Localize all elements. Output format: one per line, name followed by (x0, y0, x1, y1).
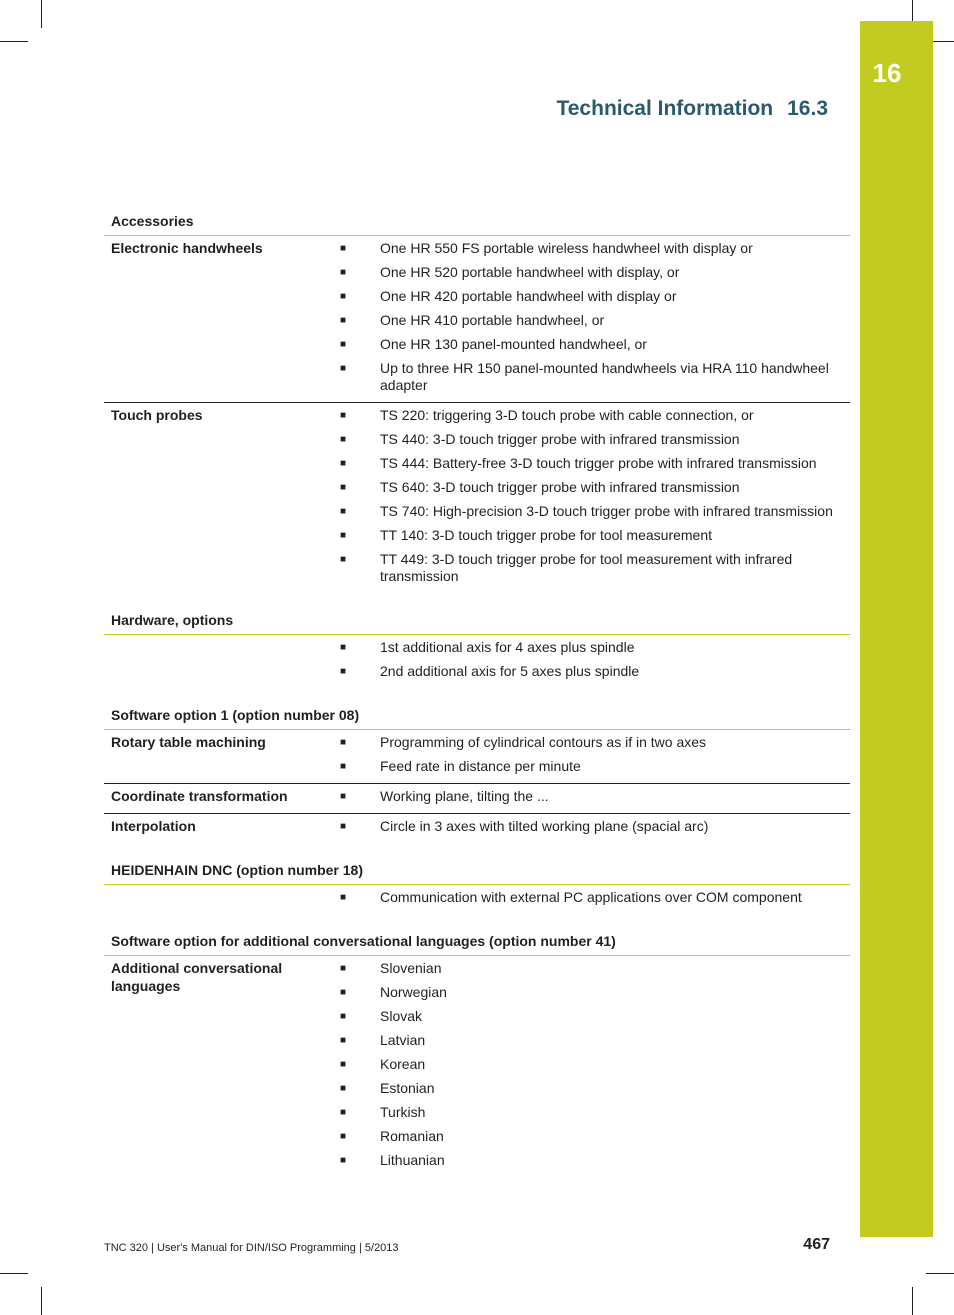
square-bullet-icon: ■ (340, 1107, 347, 1118)
item-list (335, 730, 850, 783)
item-text: Slovenian (380, 960, 442, 976)
list-item (335, 1030, 850, 1054)
square-bullet-icon: ■ (340, 267, 347, 278)
square-bullet-icon: ■ (340, 363, 347, 374)
list-item (335, 429, 850, 453)
square-bullet-icon: ■ (340, 666, 347, 677)
item-list (335, 814, 850, 843)
spec-row (104, 956, 850, 1177)
list-item (335, 816, 850, 840)
item-list (335, 635, 850, 688)
square-bullet-icon: ■ (340, 291, 347, 302)
crop-mark (912, 1287, 913, 1315)
item-text: Lithuanian (380, 1152, 445, 1168)
crop-mark (41, 0, 42, 28)
item-text: Korean (380, 1056, 426, 1072)
list-item (335, 786, 850, 810)
item-list (335, 885, 850, 914)
list-item (335, 637, 850, 661)
spec-group (104, 609, 850, 688)
item-text: TS 640: 3-D touch trigger probe with infrared transmission (380, 479, 740, 495)
item-text: Working plane, tilting the ... (380, 788, 549, 804)
list-item (335, 549, 850, 590)
square-bullet-icon: ■ (340, 506, 347, 517)
row-label (104, 885, 335, 914)
spec-row (104, 730, 850, 783)
item-text: TS 220: triggering 3-D touch probe with cable connection, or (380, 407, 754, 423)
page-number: 467 (803, 1236, 830, 1253)
spec-group (104, 704, 850, 843)
item-text: Latvian (380, 1032, 426, 1048)
square-bullet-icon: ■ (340, 1035, 347, 1046)
square-bullet-icon: ■ (340, 1011, 347, 1022)
row-label: Touch probes (111, 407, 203, 423)
square-bullet-icon: ■ (340, 821, 347, 832)
list-item (335, 732, 850, 756)
square-bullet-icon: ■ (340, 1059, 347, 1070)
spec-row (104, 885, 850, 914)
item-text: Communication with external PC applications over COM component (380, 889, 802, 905)
square-bullet-icon: ■ (340, 737, 347, 748)
square-bullet-icon: ■ (340, 987, 347, 998)
header-section: 16.3 (787, 97, 828, 120)
list-item (335, 310, 850, 334)
row-label (104, 635, 335, 688)
item-text: TS 444: Battery-free 3-D touch trigger probe with infrared transmission (380, 455, 817, 471)
list-item (335, 453, 850, 477)
list-item (335, 1126, 850, 1150)
crop-mark (0, 41, 28, 42)
item-text: Turkish (380, 1104, 426, 1120)
item-text: Up to three HR 150 panel-mounted handwheels via HRA 110 handwheel adapter (380, 360, 829, 393)
list-item (335, 238, 850, 262)
square-bullet-icon: ■ (340, 315, 347, 326)
list-item (335, 661, 850, 685)
list-item (335, 405, 850, 429)
spec-row (104, 783, 850, 813)
item-text: TS 740: High-precision 3-D touch trigger probe with infrared transmission (380, 503, 833, 519)
list-item (335, 982, 850, 1006)
square-bullet-icon: ■ (340, 892, 347, 903)
square-bullet-icon: ■ (340, 1155, 347, 1166)
row-label: Additional conversational languages (111, 960, 283, 994)
group-title: Software option for additional conversational languages (option number 41) (104, 930, 850, 956)
item-text: Programming of cylindrical contours as if in two axes (380, 734, 707, 750)
item-text: One HR 550 FS portable wireless handwheel with display or (380, 240, 753, 256)
square-bullet-icon: ■ (340, 243, 347, 254)
square-bullet-icon: ■ (340, 339, 347, 350)
square-bullet-icon: ■ (340, 482, 347, 493)
item-text: Feed rate in distance per minute (380, 758, 581, 774)
item-list (335, 236, 850, 402)
item-text: Circle in 3 axes with tilted working plane (spacial arc) (380, 818, 709, 834)
spec-table (104, 210, 850, 1193)
crop-mark (926, 1273, 954, 1274)
list-item (335, 477, 850, 501)
footer-text: TNC 320 | User's Manual for DIN/ISO Programming | 5/2013 (104, 1242, 399, 1254)
square-bullet-icon: ■ (340, 642, 347, 653)
square-bullet-icon: ■ (340, 554, 347, 565)
list-item (335, 501, 850, 525)
spec-row (104, 402, 850, 593)
list-item (335, 958, 850, 982)
list-item (335, 756, 850, 780)
chapter-tab (860, 21, 933, 1237)
list-item (335, 286, 850, 310)
spec-row (104, 813, 850, 843)
row-label: Coordinate transformation (111, 788, 288, 804)
list-item (335, 1102, 850, 1126)
list-item (335, 1078, 850, 1102)
spec-group (104, 930, 850, 1177)
item-list (335, 784, 850, 813)
item-text: One HR 520 portable handwheel with display, or (380, 264, 680, 280)
row-label: Rotary table machining (111, 734, 266, 750)
row-label: Interpolation (111, 818, 196, 834)
square-bullet-icon: ■ (340, 791, 347, 802)
item-list (335, 956, 850, 1177)
item-text: One HR 410 portable handwheel, or (380, 312, 605, 328)
item-text: One HR 420 portable handwheel with display or (380, 288, 677, 304)
square-bullet-icon: ■ (340, 1131, 347, 1142)
item-text: Slovak (380, 1008, 423, 1024)
item-text: TS 440: 3-D touch trigger probe with infrared transmission (380, 431, 740, 447)
spec-group (104, 210, 850, 593)
spec-group (104, 859, 850, 914)
item-text: TT 140: 3-D touch trigger probe for tool measurement (380, 527, 713, 543)
header-title: Technical Information (556, 97, 774, 120)
square-bullet-icon: ■ (340, 434, 347, 445)
list-item (335, 1006, 850, 1030)
list-item (335, 1054, 850, 1078)
item-text: Romanian (380, 1128, 444, 1144)
item-text: TT 449: 3-D touch trigger probe for tool measurement with infrared transmission (380, 551, 793, 584)
list-item (335, 262, 850, 286)
item-text: One HR 130 panel-mounted handwheel, or (380, 336, 647, 352)
item-text: Estonian (380, 1080, 435, 1096)
item-text: Norwegian (380, 984, 447, 1000)
item-text: 1st additional axis for 4 axes plus spindle (380, 639, 635, 655)
list-item (335, 1150, 850, 1174)
item-list (335, 403, 850, 593)
group-title: Hardware, options (104, 609, 850, 635)
list-item (335, 334, 850, 358)
crop-mark (41, 1287, 42, 1315)
list-item (335, 887, 850, 911)
square-bullet-icon: ■ (340, 530, 347, 541)
square-bullet-icon: ■ (340, 410, 347, 421)
square-bullet-icon: ■ (340, 458, 347, 469)
square-bullet-icon: ■ (340, 963, 347, 974)
row-label: Electronic handwheels (111, 240, 263, 256)
crop-mark (0, 1273, 28, 1274)
square-bullet-icon: ■ (340, 1083, 347, 1094)
spec-row (104, 635, 850, 688)
list-item (335, 525, 850, 549)
square-bullet-icon: ■ (340, 761, 347, 772)
item-text: 2nd additional axis for 5 axes plus spindle (380, 663, 640, 679)
group-title: HEIDENHAIN DNC (option number 18) (104, 859, 850, 885)
page-header (556, 97, 828, 121)
group-title: Accessories (104, 210, 850, 236)
group-title: Software option 1 (option number 08) (104, 704, 850, 730)
list-item (335, 358, 850, 399)
spec-row (104, 236, 850, 402)
chapter-number: 16 (872, 58, 902, 88)
